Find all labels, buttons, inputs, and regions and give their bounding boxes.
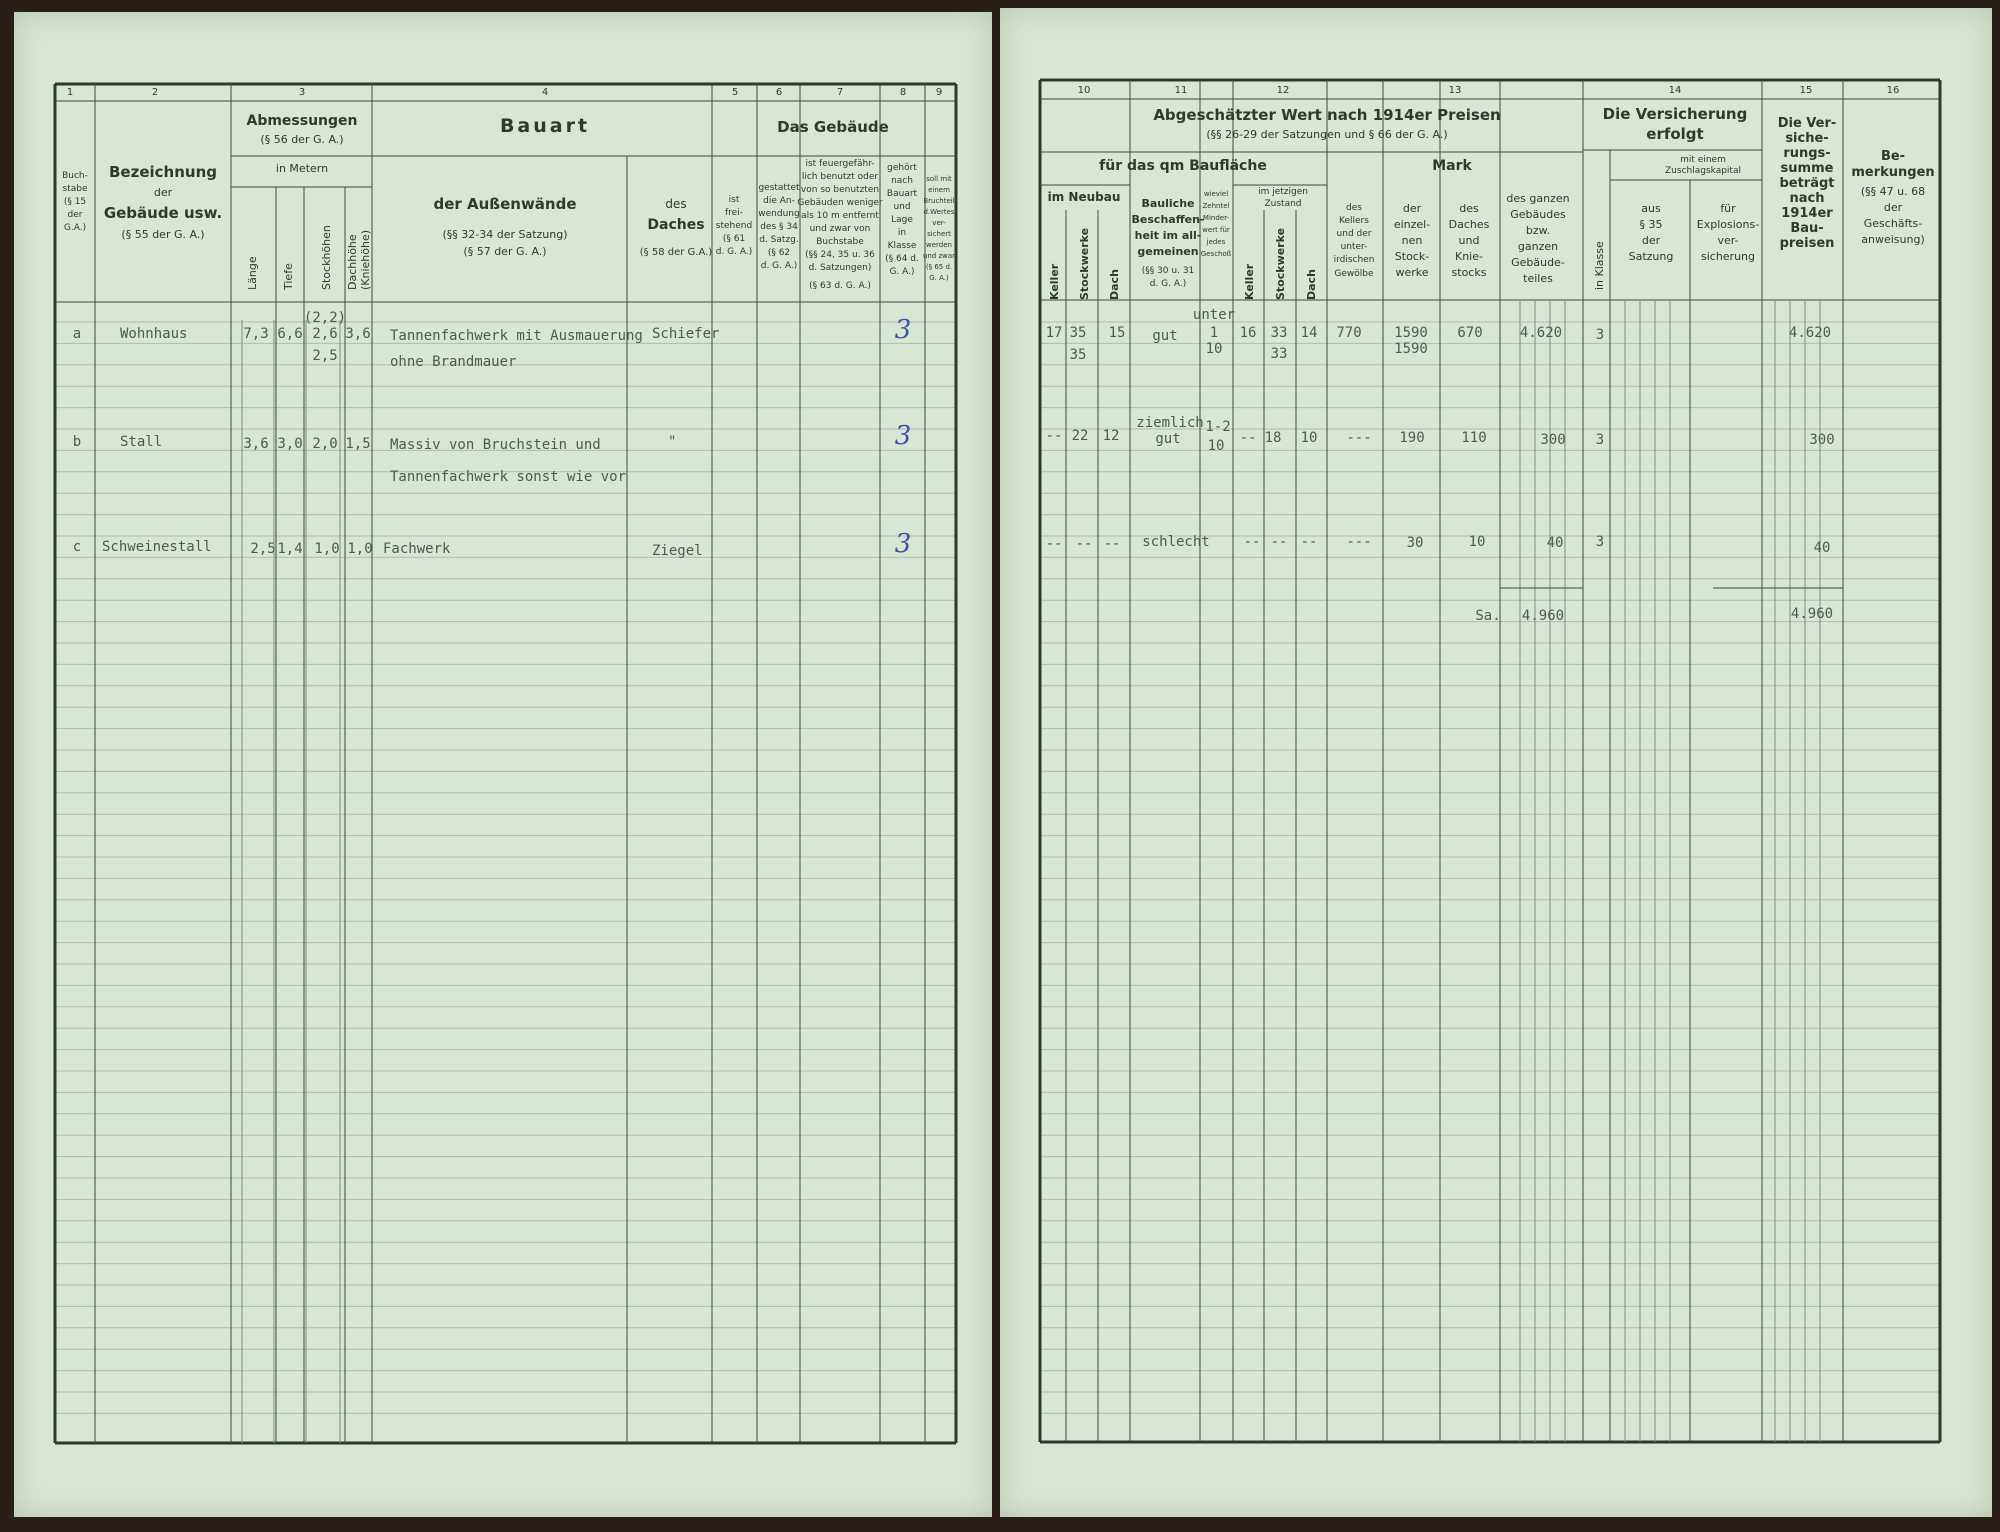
- svg-text:teiles: teiles: [1523, 272, 1553, 285]
- cell-versicherungssumme: 40: [1813, 540, 1831, 556]
- cell-bezeichnung: Schweinestall: [102, 539, 212, 555]
- cell-mark-keller: 770: [1336, 325, 1362, 341]
- col-number: 10: [1077, 85, 1091, 96]
- svg-text:einzel-: einzel-: [1393, 218, 1431, 231]
- svg-text:Zehntel: Zehntel: [1202, 202, 1230, 210]
- cell-mark-dach: 110: [1461, 430, 1487, 446]
- col-number: 15: [1799, 85, 1813, 96]
- svg-text:gestattet: gestattet: [758, 183, 800, 193]
- cell-klasse: 3: [894, 315, 912, 345]
- col-number: 12: [1276, 85, 1290, 96]
- left-row-a: [73, 310, 911, 370]
- svg-text:sicherung: sicherung: [1700, 250, 1756, 263]
- aus-header: [1629, 202, 1674, 263]
- aussenwaende-header: [433, 195, 576, 258]
- svg-text:im jetzigen: im jetzigen: [1258, 187, 1308, 197]
- col-number: 1: [66, 87, 74, 98]
- svg-text:Stock-: Stock-: [1394, 250, 1430, 263]
- svg-text:frei-: frei-: [725, 208, 743, 218]
- svg-text:Bauart: Bauart: [886, 189, 918, 199]
- bauart-header: Bauart: [499, 115, 591, 137]
- svg-text:und der: und der: [1336, 229, 1372, 239]
- svg-text:Zuschlagskapital: Zuschlagskapital: [1665, 166, 1741, 176]
- cell-stockhoehe: 2,6: [312, 326, 338, 342]
- cell-laenge: 7,3: [243, 326, 269, 342]
- des-kellers-header: [1334, 203, 1375, 279]
- cell-neubau-dach: 12: [1102, 428, 1120, 444]
- svg-text:Kellers: Kellers: [1339, 216, 1369, 226]
- cell-bezeichnung: Wohnhaus: [120, 326, 188, 342]
- col-number: 16: [1886, 85, 1900, 96]
- cell-neubau-dach: 15: [1108, 325, 1126, 341]
- cell-versicherung-klasse: 3: [1595, 534, 1605, 550]
- svg-text:Gebäude-: Gebäude-: [1511, 256, 1565, 269]
- svg-text:(§ 63 d. G. A.): (§ 63 d. G. A.): [809, 281, 871, 291]
- svg-text:ist feuergefähr-: ist feuergefähr-: [805, 159, 875, 169]
- svg-text:nen: nen: [1401, 234, 1423, 247]
- cell-zehntel: 1: [1209, 325, 1219, 341]
- svg-text:(§ 64 d.: (§ 64 d.: [885, 254, 919, 264]
- col-number: 14: [1668, 85, 1682, 96]
- cell-zehntel-denominator: 10: [1207, 438, 1225, 454]
- cell-mark-keller: ---: [1346, 430, 1372, 446]
- cell-klasse: 3: [894, 421, 912, 451]
- svg-text:Stockwerke: Stockwerke: [1274, 227, 1287, 300]
- svg-text:und: und: [1458, 234, 1480, 247]
- mit-einem-header: [1665, 155, 1741, 176]
- svg-text:preisen: preisen: [1779, 236, 1835, 251]
- svg-text:(§ 57 der G. A.): (§ 57 der G. A.): [463, 245, 547, 258]
- svg-text:(§ 62: (§ 62: [767, 248, 791, 258]
- col-number: 4: [541, 87, 549, 98]
- svg-text:der: der: [153, 186, 173, 199]
- svg-text:Bezeichnung: Bezeichnung: [109, 163, 217, 181]
- gebaeude-header: Das Gebäude: [777, 118, 889, 136]
- svg-text:und zwar: und zwar: [922, 252, 956, 260]
- cell-versicherungssumme: 300: [1809, 432, 1835, 448]
- svg-text:Keller: Keller: [1243, 263, 1256, 300]
- svg-text:Die Versicherung: Die Versicherung: [1602, 105, 1748, 123]
- svg-text:Beschaffen-: Beschaffen-: [1131, 213, 1205, 226]
- cell-jetzt-keller: 16: [1239, 325, 1257, 341]
- svg-text:nach: nach: [891, 176, 913, 186]
- svg-text:Explosions-: Explosions-: [1696, 218, 1760, 231]
- svg-text:ganzen: ganzen: [1517, 240, 1559, 253]
- svg-text:(§ 55 der G. A.): (§ 55 der G. A.): [121, 228, 205, 241]
- svg-text:Minder-: Minder-: [1202, 214, 1230, 222]
- svg-text:wieviel: wieviel: [1203, 190, 1229, 198]
- cell-zehntel: 1-2: [1205, 419, 1231, 435]
- right-row-c: [1046, 534, 1831, 556]
- abgeschaetzt-header: Abgeschätzter Wert nach 1914er Preisen: [1153, 106, 1501, 124]
- svg-text:(§ 58 der G.A.): (§ 58 der G.A.): [639, 247, 713, 258]
- svg-text:§ 35: § 35: [1639, 218, 1663, 231]
- svg-text:wert für: wert für: [1202, 226, 1230, 234]
- cell-versicherung-klasse: 3: [1595, 432, 1605, 448]
- col-number: 13: [1448, 85, 1462, 96]
- cell-jetzt-dach: 14: [1300, 325, 1318, 341]
- svg-text:stabe: stabe: [62, 184, 88, 194]
- cell-zehntel-denominator: 10: [1205, 341, 1223, 357]
- svg-text:Buch-: Buch-: [62, 171, 88, 181]
- mark-header: Mark: [1432, 158, 1472, 174]
- cell-jetzt-stockwerke: 33: [1270, 325, 1288, 341]
- cell-tiefe: 3,0: [277, 436, 303, 452]
- cell-jetzt-dach: 10: [1300, 430, 1318, 446]
- svg-text:beträgt: beträgt: [1779, 176, 1835, 191]
- col-number: 7: [836, 87, 844, 98]
- svg-text:Bruchteil: Bruchteil: [923, 197, 955, 205]
- svg-text:Knie-: Knie-: [1455, 250, 1483, 263]
- cell-buchstabe: a: [72, 326, 82, 342]
- svg-text:des § 34: des § 34: [760, 222, 798, 232]
- svg-text:und: und: [893, 202, 911, 212]
- cell-mark-ganz: 4.620: [1519, 325, 1563, 341]
- cell-stockhoehe-2: 2,5: [312, 348, 338, 364]
- cell-mark-ganz: 300: [1540, 432, 1566, 448]
- svg-text:1914er: 1914er: [1781, 206, 1833, 221]
- cell-jetzt-dach: --: [1300, 534, 1318, 550]
- svg-text:lich benutzt oder: lich benutzt oder: [801, 172, 879, 182]
- svg-text:Klasse: Klasse: [887, 241, 917, 251]
- svg-text:unter-: unter-: [1340, 242, 1368, 252]
- svg-text:und zwar von: und zwar von: [809, 224, 871, 234]
- svg-text:soll mit: soll mit: [926, 175, 952, 183]
- cell-mark-dach: 10: [1468, 534, 1486, 550]
- cell-beschaffenheit: ziemlich: [1136, 415, 1204, 431]
- svg-text:von so benutzten: von so benutzten: [800, 185, 880, 195]
- cell-buchstabe: c: [72, 539, 82, 555]
- cell-neubau-dach: --: [1103, 536, 1121, 552]
- fuer-qm-header: für das qm Baufläche: [1099, 158, 1267, 174]
- svg-text:nach: nach: [1789, 191, 1825, 206]
- bauliche-header: [1132, 197, 1205, 289]
- wieviel-header: [1201, 190, 1232, 258]
- cell-daches: ": [668, 434, 677, 450]
- svg-text:Lage: Lage: [891, 215, 913, 225]
- svg-text:ver-: ver-: [932, 219, 946, 227]
- svg-text:Buchstabe: Buchstabe: [816, 237, 864, 247]
- svg-text:Dachhöhe: Dachhöhe: [346, 234, 359, 290]
- neubau-subheaders: [1048, 228, 1121, 300]
- summe-header: [1778, 116, 1837, 251]
- svg-text:(§§ 32-34 der Satzung): (§§ 32-34 der Satzung): [442, 228, 568, 241]
- svg-text:des ganzen: des ganzen: [1506, 192, 1570, 205]
- svg-text:G. A.): G. A.): [929, 274, 949, 282]
- svg-text:Tiefe: Tiefe: [282, 263, 295, 290]
- versicherung-header: [1603, 105, 1748, 143]
- svg-text:Abmessungen: Abmessungen: [246, 113, 358, 129]
- svg-text:Stockhöhen: Stockhöhen: [320, 225, 333, 290]
- cell-aussenwand-2: ohne Brandmauer: [390, 354, 517, 370]
- svg-text:bzw.: bzw.: [1525, 224, 1551, 237]
- cell-neubau-keller: --: [1045, 428, 1063, 444]
- col-number: 5: [731, 87, 739, 98]
- cell-aussenwand: Tannenfachwerk mit Ausmauerung: [390, 328, 643, 344]
- svg-text:Dach: Dach: [1305, 269, 1318, 300]
- form-grid-lines: [55, 80, 1940, 1443]
- gehoert-header: [885, 163, 919, 277]
- svg-text:sichert: sichert: [927, 230, 951, 238]
- im-jetzigen-header: [1258, 187, 1308, 209]
- cell-tiefe: 6,6: [277, 326, 303, 342]
- jetzigen-subheaders: [1243, 228, 1318, 300]
- left-header-texts: [62, 113, 955, 291]
- cell-dachhoehe: 3,6: [345, 326, 371, 342]
- sum-label: Sa.: [1475, 608, 1501, 624]
- svg-text:der Außenwände: der Außenwände: [433, 195, 577, 213]
- sum-versicherungssumme: 4.960: [1790, 606, 1834, 622]
- svg-text:Bau-: Bau-: [1790, 221, 1824, 236]
- svg-text:Länge: Länge: [246, 256, 259, 290]
- svg-text:Keller: Keller: [1048, 263, 1061, 300]
- cell-versicherung-klasse: 3: [1595, 327, 1605, 343]
- svg-text:werke: werke: [1395, 266, 1429, 279]
- cell-neubau-keller: --: [1045, 536, 1063, 552]
- cell-tiefe: 1,4: [277, 541, 303, 557]
- svg-text:ist: ist: [728, 195, 740, 205]
- svg-text:d. G. A.): d. G. A.): [715, 247, 753, 257]
- svg-text:einem: einem: [928, 186, 950, 194]
- col-number: 9: [935, 87, 943, 98]
- svg-text:merkungen: merkungen: [1851, 165, 1935, 180]
- cell-mark-dach: 670: [1457, 325, 1483, 341]
- bemerkungen-header: [1851, 149, 1934, 246]
- cell-beschaffenheit: gut: [1152, 328, 1178, 344]
- svg-text:G.A.): G.A.): [63, 223, 87, 233]
- cell-aussenwand-2: Tannenfachwerk sonst wie vor: [390, 469, 627, 485]
- abgeschaetzt-subheader: (§§ 26-29 der Satzungen und § 66 der G. A.): [1206, 128, 1448, 141]
- freistehend-header: [716, 195, 753, 257]
- cell-mark-stockwerke: 190: [1399, 430, 1425, 446]
- svg-text:gemeinen: gemeinen: [1137, 245, 1199, 258]
- cell-aussenwand: Fachwerk: [383, 541, 451, 557]
- col-number: 3: [298, 87, 306, 98]
- cell-aussenwand: Massiv von Bruchstein und: [390, 437, 601, 453]
- svg-text:Gebäuden weniger: Gebäuden weniger: [797, 198, 883, 208]
- sum-ganz: 4.960: [1521, 608, 1565, 624]
- svg-text:in Metern: in Metern: [275, 162, 329, 175]
- svg-text:d. Satzg.: d. Satzg.: [759, 235, 799, 245]
- cell-zehntel-note: unter: [1192, 307, 1236, 323]
- svg-text:Gebäudes: Gebäudes: [1510, 208, 1566, 221]
- cell-daches: Ziegel: [652, 543, 703, 559]
- col-number: 2: [151, 87, 159, 98]
- svg-text:(§ 15: (§ 15: [63, 197, 87, 207]
- svg-text:die An-: die An-: [763, 196, 795, 206]
- svg-text:des: des: [1459, 202, 1479, 215]
- svg-text:d. Satzungen): d. Satzungen): [808, 263, 872, 273]
- des-daches-header: [1449, 202, 1490, 279]
- cell-neubau-keller: 17: [1045, 325, 1063, 341]
- svg-text:des: des: [1346, 203, 1362, 213]
- cell-daches: Schiefer: [652, 326, 720, 342]
- right-column-numbers: [1078, 85, 1900, 96]
- left-row-c: [73, 529, 911, 559]
- des-ganzen-header: [1506, 192, 1569, 285]
- svg-text:(§§ 24, 35 u. 36: (§§ 24, 35 u. 36: [805, 250, 875, 260]
- svg-text:Die Ver-: Die Ver-: [1777, 116, 1837, 131]
- right-header-texts: [1048, 105, 1935, 300]
- svg-text:Geschoß: Geschoß: [1200, 250, 1232, 258]
- gestattet-header: [758, 183, 800, 271]
- svg-text:in: in: [897, 228, 907, 238]
- svg-text:ver-: ver-: [1717, 234, 1739, 247]
- svg-text:Zustand: Zustand: [1264, 199, 1302, 209]
- cell-beschaffenheit-2: gut: [1155, 431, 1181, 447]
- cell-neubau-stockwerke: 22: [1071, 428, 1089, 444]
- svg-text:d. G. A.): d. G. A.): [760, 261, 798, 271]
- cell-laenge: 2,5: [250, 541, 276, 557]
- soll-header: [923, 175, 955, 282]
- svg-text:Be-: Be-: [1880, 149, 1906, 164]
- cell-mark-ganz: 40: [1546, 535, 1564, 551]
- col-number: 6: [775, 87, 783, 98]
- col-number: 11: [1174, 85, 1188, 96]
- svg-text:(§§ 47 u. 68: (§§ 47 u. 68: [1860, 185, 1926, 198]
- cell-mark-keller: ---: [1346, 534, 1372, 550]
- svg-text:(Kniehöhe): (Kniehöhe): [359, 229, 372, 290]
- im-neubau-header: im Neubau: [1047, 190, 1121, 204]
- buchstabe-header: [62, 171, 88, 233]
- svg-text:werden: werden: [926, 241, 952, 249]
- svg-text:mit einem: mit einem: [1680, 155, 1726, 165]
- cell-dachhoehe: 1,0: [347, 541, 373, 557]
- cell-neubau-stockwerke-2: 35: [1069, 347, 1087, 363]
- svg-text:erfolgt: erfolgt: [1646, 125, 1704, 143]
- fuer-explosion-header: [1697, 202, 1759, 263]
- col-number: 8: [899, 87, 907, 98]
- svg-text:der: der: [1883, 201, 1903, 214]
- svg-text:stocks: stocks: [1451, 266, 1487, 279]
- in-klasse-header: in Klasse: [1593, 241, 1606, 290]
- svg-text:Daches: Daches: [1448, 218, 1490, 231]
- cell-stockhoehe: 2,0: [312, 436, 338, 452]
- svg-text:Dach: Dach: [1108, 269, 1121, 300]
- svg-text:Gebäude usw.: Gebäude usw.: [103, 204, 223, 222]
- cell-mark-stockwerke: 1590: [1394, 325, 1428, 341]
- cell-buchstabe: b: [72, 434, 82, 450]
- left-row-b: [73, 421, 911, 485]
- svg-text:summe: summe: [1780, 161, 1834, 176]
- cell-jetzt-keller: --: [1239, 430, 1257, 446]
- svg-text:(§§ 30 u. 31: (§§ 30 u. 31: [1141, 266, 1195, 276]
- svg-text:(§ 65 d.: (§ 65 d.: [925, 263, 953, 271]
- svg-text:als 10 m entfernt: als 10 m entfernt: [801, 211, 879, 221]
- daches-header: [640, 197, 713, 258]
- cell-mark-stockwerke-2: 1590: [1394, 341, 1428, 357]
- svg-text:G. A.): G. A.): [889, 267, 915, 277]
- svg-text:(§ 61: (§ 61: [722, 234, 746, 244]
- cell-bezeichnung: Stall: [120, 434, 163, 450]
- svg-text:Daches: Daches: [647, 217, 705, 233]
- svg-text:der: der: [67, 210, 83, 220]
- svg-text:aus: aus: [1641, 202, 1661, 215]
- cell-stockhoehe: 1,0: [314, 541, 340, 557]
- svg-text:des: des: [665, 197, 687, 211]
- cell-versicherungssumme: 4.620: [1788, 325, 1832, 341]
- cell-laenge: 3,6: [243, 436, 269, 452]
- cell-beschaffenheit: schlecht: [1142, 534, 1210, 550]
- cell-neubau-stockwerke: 35: [1069, 325, 1087, 341]
- der-einzelnen-header: [1394, 202, 1430, 279]
- svg-text:der: der: [1402, 202, 1422, 215]
- svg-text:für: für: [1720, 202, 1736, 215]
- svg-text:d. G. A.): d. G. A.): [1149, 279, 1187, 289]
- svg-text:wendung: wendung: [758, 209, 800, 219]
- svg-text:Satzung: Satzung: [1628, 250, 1674, 263]
- cell-jetzt-keller: --: [1243, 534, 1261, 550]
- svg-text:Bauliche: Bauliche: [1141, 197, 1195, 210]
- abmessungen-header: [246, 113, 357, 175]
- abmessungen-subheaders: [246, 225, 372, 291]
- svg-text:(§ 56 der G. A.): (§ 56 der G. A.): [260, 133, 344, 146]
- feuergefaehrlich-header: [797, 159, 883, 291]
- right-row-a: [1046, 307, 1832, 363]
- svg-text:siche-: siche-: [1785, 131, 1829, 146]
- svg-text:stehend: stehend: [715, 221, 753, 231]
- svg-text:gehört: gehört: [887, 163, 917, 173]
- cell-jetzt-stockwerke: 18: [1264, 430, 1282, 446]
- svg-text:rungs-: rungs-: [1783, 146, 1831, 161]
- cell-jetzt-stockwerke-2: 33: [1270, 346, 1288, 362]
- svg-text:Gewölbe: Gewölbe: [1334, 269, 1374, 279]
- cell-neubau-stockwerke: --: [1075, 536, 1093, 552]
- svg-text:Geschäfts-: Geschäfts-: [1863, 217, 1923, 230]
- cell-jetzt-stockwerke: --: [1270, 534, 1288, 550]
- bezeichnung-header: [104, 163, 222, 241]
- svg-text:d.Wertes: d.Wertes: [923, 208, 955, 216]
- cell-dachhoehe: 1,5: [345, 436, 371, 452]
- cell-stockhoehe-note: (2,2): [303, 310, 347, 326]
- svg-text:jedes: jedes: [1206, 238, 1226, 246]
- cell-klasse: 3: [894, 529, 912, 559]
- svg-text:irdischen: irdischen: [1333, 255, 1375, 265]
- left-column-numbers: [67, 87, 942, 98]
- cell-mark-stockwerke: 30: [1406, 535, 1424, 551]
- svg-text:der: der: [1641, 234, 1661, 247]
- svg-text:anweisung): anweisung): [1861, 233, 1925, 246]
- svg-text:heit im all-: heit im all-: [1134, 229, 1202, 242]
- svg-text:Stockwerke: Stockwerke: [1078, 227, 1091, 300]
